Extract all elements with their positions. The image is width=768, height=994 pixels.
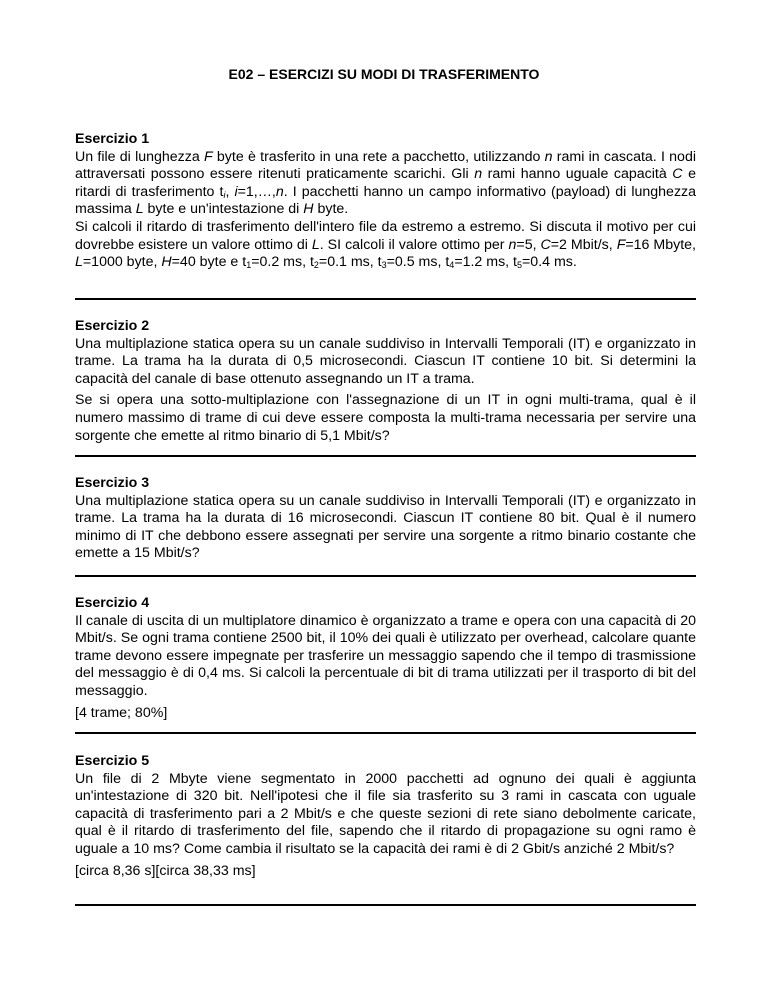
section-divider [75, 575, 696, 577]
exercise-1 [75, 131, 696, 272]
section-divider [75, 904, 696, 906]
exercise-text: Se si opera una sotto-multiplazione con l'assegnazione di un IT in ogni multi-trama, qual è il numero massimo di trame di cui deve essere composta la multi-trama necessaria per servire una sorgente che emette al ritmo binario di 5,1 Mbit/s? [75, 392, 696, 444]
exercise-text: Un file di 2 Mbyte viene segmentato in 2000 pacchetti ad ognuno dei quali è aggiunta un'intestazione di 320 bit. Nell'ipotesi che il file sia trasferito su 3 rami in cascata con uguale capacità di trasferimento pari a 2 Mbit/s e che queste sezioni di rete siano debolmente caricate, qual è il ritardo di trasferimento del file, sapendo che il ritardo di propagazione su ogni ramo è uguale a 10 ms? Come cambia il risultato se la capacità dei rami è di 2 Gbit/s anziché 2 Mbit/s? [75, 770, 696, 857]
section-divider [75, 732, 696, 734]
section-divider [75, 455, 696, 457]
exercise-text: Si calcoli il ritardo di trasferimento dell'intero file da estremo a estremo. Si discuta il motivo per cui dovrebbe esistere un valore ottimo di L. SI calcoli il valore ottimo per n=5, C=2 Mbit/s, F=16 Mbyte, L=1000 byte, H=40 byte e $t_1=0.2$ ms, $t_2=0.1$ ms, $t_3=0.5$ ms, $t_4=1.2$ ms, $t_5=0.4$ ms. [75, 218, 697, 271]
exercise-text: Una multiplazione statica opera su un canale suddiviso in Intervalli Temporali (IT) e organizzato in trame. La trama ha la durata di 0,5 microsecondi. Ciascun IT contiene 10 bit. Si determini la capacità del canale di base ottenuto assegnando un IT a trama. [75, 335, 696, 387]
exercise-heading: Esercizio 3 [75, 475, 150, 491]
exercise-text: Il canale di uscita di un multiplatore dinamico è organizzato a trame e opera con una capacità di 20 Mbit/s. Se ogni trama contiene 2500 bit, il 10% dei quali è utilizzato per overhead, calcolare quante trame devono essere impegnate per trasferire un messaggio sapendo che il tempo di trasmissione del messaggio è di 0,4 ms. Si calcoli la percentuale di bit di trama utilizzati per il trasporto di bit del messaggio. [75, 612, 696, 699]
section-divider [75, 298, 696, 300]
exercise-2 [75, 318, 696, 445]
exercise-answer: [4 trame; 80%] [75, 704, 168, 721]
exercise-heading: Esercizio 5 [75, 753, 150, 769]
exercise-text: Una multiplazione statica opera su un canale suddiviso in Intervalli Temporali (IT) e organizzato in trame. La trama ha la durata di 16 microsecondi. Ciascun IT contiene 80 bit. Qual è il numero minimo di IT che debbono essere assegnati per servire una sorgente a ritmo binario costante che emette a 15 Mbit/s? [75, 492, 696, 562]
exercise-5 [75, 753, 696, 880]
exercise-heading: Esercizio 4 [75, 595, 150, 611]
exercise-heading: Esercizio 1 [75, 131, 150, 147]
exercise-answer: [circa 8,36 s][circa 38,33 ms] [75, 862, 256, 879]
exercise-4 [75, 595, 696, 722]
page-title: E02 – ESERCIZI SU MODI DI TRASFERIMENTO [228, 66, 540, 82]
exercise-heading: Esercizio 2 [75, 318, 150, 334]
exercise-3 [75, 475, 696, 563]
exercise-text: Un file di lunghezza F byte è trasferito in una rete a pacchetto, utilizzando n rami in cascata. I nodi attraversati possono essere ritenuti praticamente scarichi. Gli n rami hanno uguale capacità C e ritardi di trasferimento $t_i$, i=1,…,n. I pacchetti hanno un campo informativo (payload) di lunghezza massima L byte e un'intestazione di H byte. [75, 148, 697, 218]
